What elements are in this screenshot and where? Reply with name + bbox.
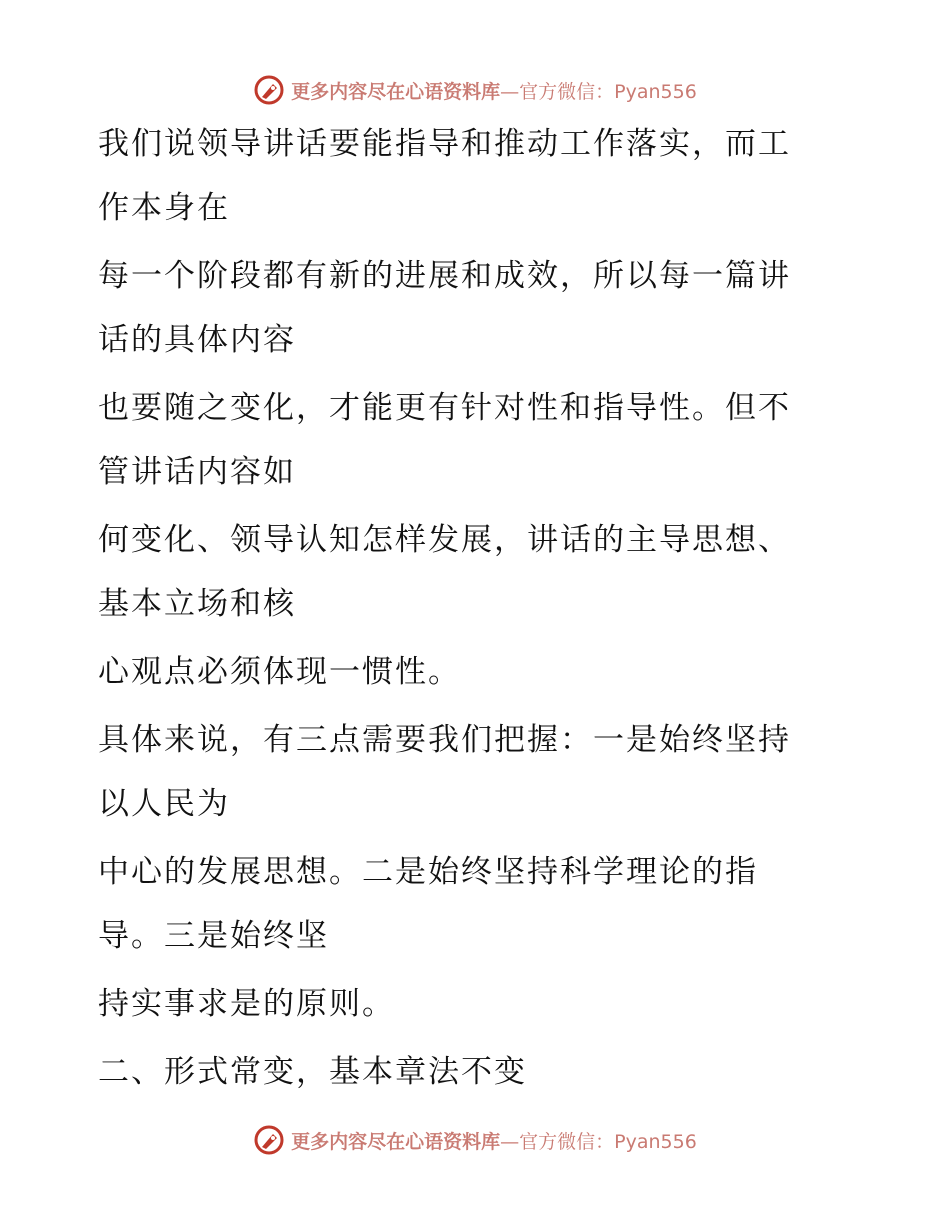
text-line: 每一个阶段都有新的进展和成效，所以每一篇讲	[98, 258, 791, 294]
text-line: 何变化、领导认知怎样发展，讲话的主导思想、	[98, 522, 791, 558]
text-line: 导。三是始终坚	[98, 918, 329, 954]
watermark-contact: 官方微信：Pyan556	[519, 1130, 697, 1153]
document-body	[98, 112, 838, 1104]
watermark-dash: —	[500, 1130, 520, 1153]
watermark-dash: —	[500, 80, 520, 103]
section-heading: 二、形式常变，基本章法不变	[98, 1054, 527, 1090]
text-line: 持实事求是的原则。	[98, 986, 395, 1022]
text-line: 心观点必须体现一惯性。	[98, 654, 461, 690]
text-line: 作本身在	[98, 190, 230, 226]
watermark-brand: 更多内容尽在心语资料库	[291, 80, 501, 103]
watermark-contact: 官方微信：Pyan556	[519, 80, 697, 103]
text-line: 我们说领导讲话要能指导和推动工作落实，而工	[98, 126, 791, 162]
header-watermark	[0, 70, 950, 110]
text-line: 话的具体内容	[98, 322, 296, 358]
text-line: 管讲话内容如	[98, 454, 296, 490]
footer-watermark	[0, 1120, 950, 1160]
text-line: 中心的发展思想。二是始终坚持科学理论的指	[98, 854, 758, 890]
watermark-brand: 更多内容尽在心语资料库	[291, 1130, 501, 1153]
pen-nib-circle-icon	[253, 1124, 285, 1156]
text-line: 基本立场和核	[98, 586, 296, 622]
text-line: 具体来说，有三点需要我们把握：一是始终坚持	[98, 722, 791, 758]
text-line: 以人民为	[98, 786, 230, 822]
pen-nib-circle-icon	[253, 74, 285, 106]
text-line: 也要随之变化，才能更有针对性和指导性。但不	[98, 390, 791, 426]
watermark-text	[291, 77, 697, 104]
watermark-text	[291, 1127, 697, 1154]
